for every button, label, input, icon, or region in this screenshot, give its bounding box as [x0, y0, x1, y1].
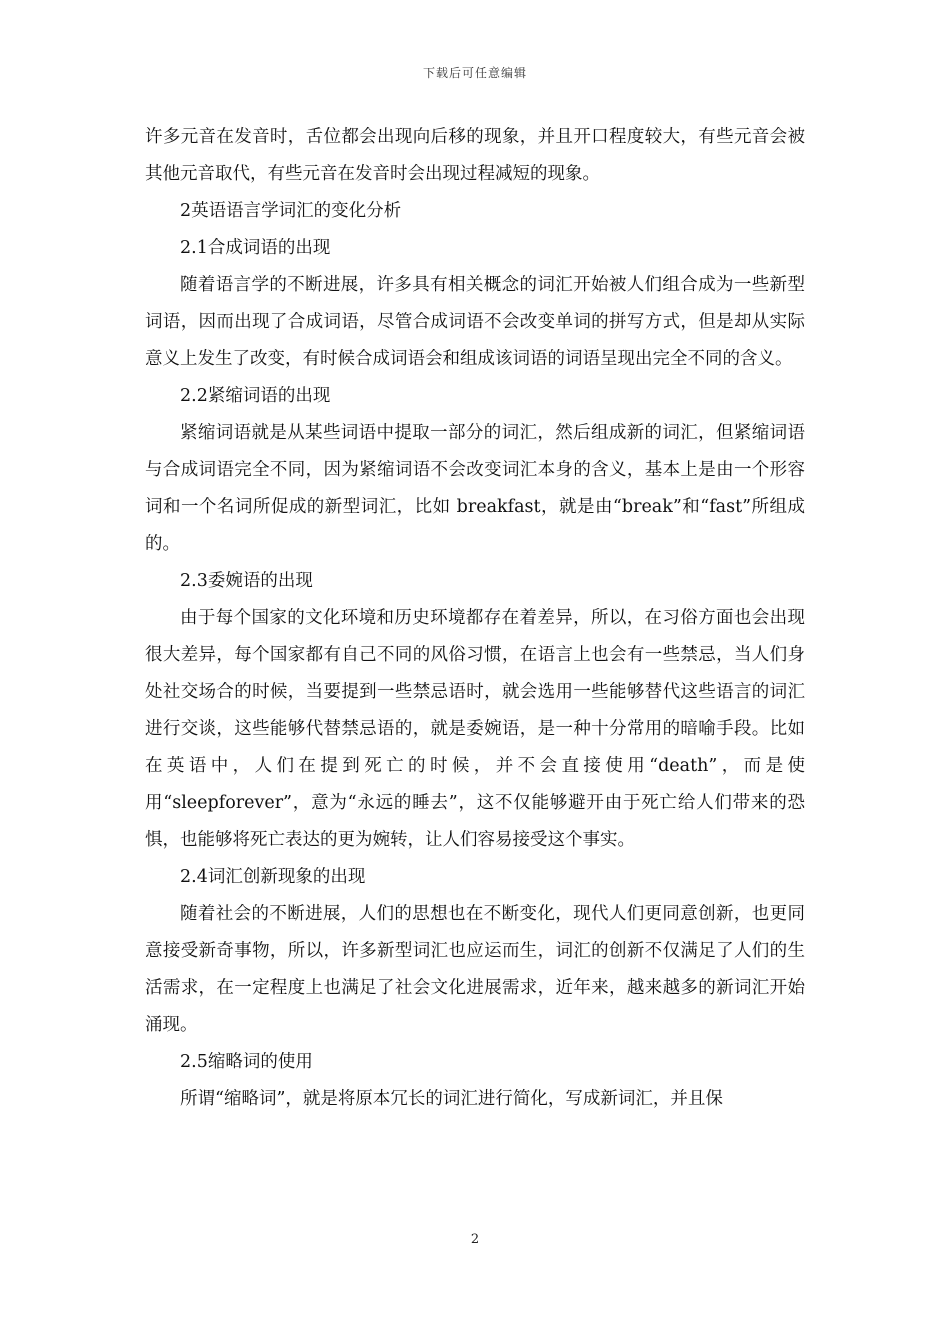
page-header: 下载后可任意编辑 [422, 66, 527, 80]
page-number: 2 [470, 1232, 480, 1247]
paragraph: 随着语言学的不断进展，许多具有相关概念的词汇开始被人们组合成为一些新型词语，因而出现了合成词语，尽管合成词语不会改变单词的拼写方式，但是却从实际意义上发生了改变，有时候合成词语会和组成该词语的词语呈现出完全不同的含义。 [145, 275, 805, 369]
subsection-heading: 2.3委婉语的出现 [180, 571, 313, 591]
subsection-heading: 2.1合成词语的出现 [180, 238, 331, 258]
paragraph: 由于每个国家的文化环境和历史环境都存在着差异，所以，在习俗方面也会出现很大差异，每个国家都有自己不同的风俗习惯，在语言上也会有一些禁忌，当人们身处社交场合的时候，当要提到一些禁忌语时，就会选用一些能够替代这些语言的词汇进行交谈，这些能够代替禁忌语的，就是委婉语，是一种十分常用的暗喻手段。比如在英语中，人们在提到死亡的时候，并不会直接使用“death”，而是使用“sleepforever”，意为“永远的睡去”，这不仅能够避开由于死亡给人们带来的恐惧，也能够将死亡表达的更为婉转，让人们容易接受这个事实。 [145, 608, 805, 850]
subsection-heading: 2.2紧缩词语的出现 [180, 386, 331, 406]
paragraph: 所谓“缩略词”，就是将原本冗长的词汇进行简化，写成新词汇，并且保 [180, 1089, 723, 1109]
document-body [145, 119, 805, 1118]
subsection-heading: 2.5缩略词的使用 [180, 1052, 313, 1072]
paragraph: 许多元音在发音时，舌位都会出现向后移的现象，并且开口程度较大，有些元音会被其他元音取代，有些元音在发音时会出现过程减短的现象。 [145, 127, 805, 184]
subsection-heading: 2.4词汇创新现象的出现 [180, 867, 366, 887]
section-heading: 2英语语言学词汇的变化分析 [180, 201, 402, 221]
paragraph: 紧缩词语就是从某些词语中提取一部分的词汇，然后组成新的词汇，但紧缩词语与合成词语完全不同，因为紧缩词语不会改变词汇本身的含义，基本上是由一个形容词和一个名词所促成的新型词汇，比如 breakfast，就是由“break”和“fast”所组成的。 [145, 423, 805, 554]
paragraph: 随着社会的不断进展，人们的思想也在不断变化，现代人们更同意创新，也更同意接受新奇事物，所以，许多新型词汇也应运而生，词汇的创新不仅满足了人们的生活需求，在一定程度上也满足了社会文化进展需求，近年来，越来越多的新词汇开始涌现。 [145, 904, 805, 1035]
